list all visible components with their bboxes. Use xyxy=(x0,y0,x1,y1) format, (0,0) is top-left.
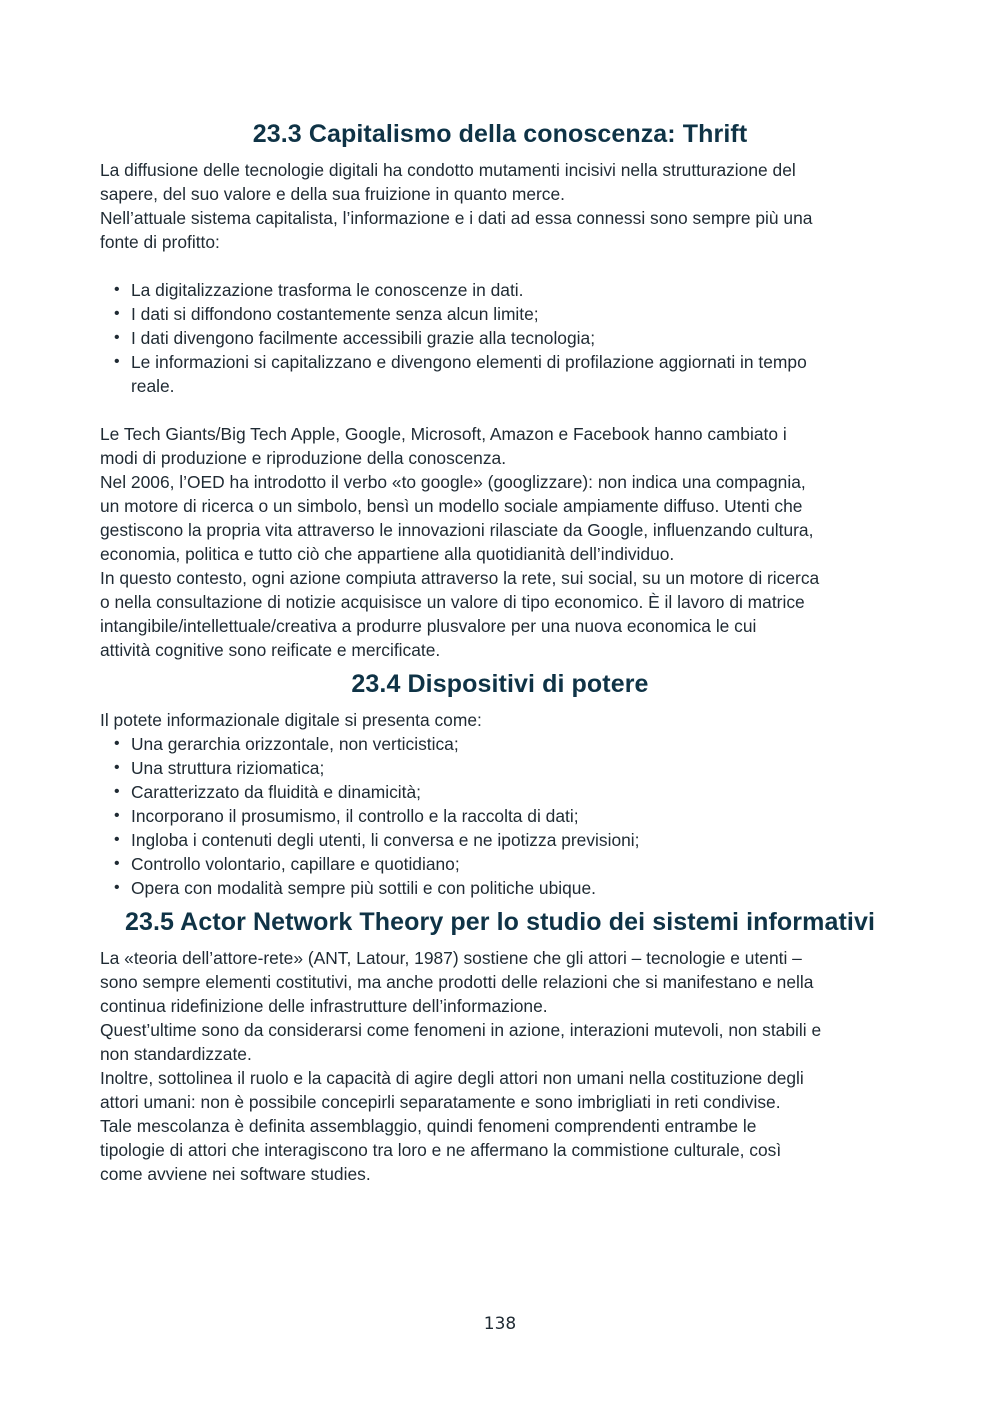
bullet-list-knowledge xyxy=(100,278,900,374)
list-item: • Le informazioni si capitalizzano e divengono elementi di profilazione aggiornati in tempo xyxy=(131,350,900,374)
section-title-23-5: 23.5 Actor Network Theory per lo studio dei sistemi informativi xyxy=(125,908,875,936)
paragraph-line: Il potete informazionale digitale si presenta come: xyxy=(100,710,482,730)
paragraph-line: gestiscono la propria vita attraverso le innovazioni rilasciate da Google, influenzando cultura, xyxy=(100,520,814,540)
paragraph-line: sapere, del suo valore e della sua fruizione in quanto merce. xyxy=(100,184,565,204)
paragraph-line: o nella consultazione di notizie acquisisce un valore di tipo economico. È il lavoro di matrice xyxy=(100,592,805,612)
paragraph-line: economia, politica e tutto ciò che appartiene alla quotidianità dell’individuo. xyxy=(100,544,675,564)
paragraph-line: un motore di ricerca o un simbolo, bensì un modello sociale ampiamente diffuso. Utenti che xyxy=(100,496,803,516)
paragraph-line: Le Tech Giants/Big Tech Apple, Google, Microsoft, Amazon e Facebook hanno cambiato i xyxy=(100,424,787,444)
paragraph-line: sono sempre elementi costitutivi, ma anche prodotti delle relazioni che si manifestano e nella xyxy=(100,972,814,992)
paragraph-line: Inoltre, sottolinea il ruolo e la capacità di agire degli attori non umani nella costituzione degli xyxy=(100,1068,804,1088)
paragraph-line: fonte di profitto: xyxy=(100,232,220,252)
paragraph-line: La «teoria dell’attore-rete» (ANT, Latour, 1987) sostiene che gli attori – tecnologie e utenti – xyxy=(100,948,802,968)
paragraph-line: La diffusione delle tecnologie digitali ha condotto mutamenti incisivi nella strutturazione del xyxy=(100,160,796,180)
paragraph-line: intangibile/intellettuale/creativa a produrre plusvalore per una nuova economica le cui xyxy=(100,616,757,636)
list-item: • Incorporano il prosumismo, il controllo e la raccolta di dati; xyxy=(131,804,900,828)
list-item: • La digitalizzazione trasforma le conoscenze in dati. xyxy=(131,278,900,302)
paragraph-line: non standardizzate. xyxy=(100,1044,252,1064)
section-title-23-4: 23.4 Dispositivi di potere xyxy=(351,670,649,698)
paragraph-line: continua ridefinizione delle infrastrutture dell’informazione. xyxy=(100,996,548,1016)
page-number: 138 xyxy=(483,1314,517,1334)
page-content xyxy=(100,116,900,1186)
bullet-list-power xyxy=(100,732,900,900)
list-item: • I dati si diffondono costantemente senza alcun limite; xyxy=(131,302,900,326)
list-item: • I dati divengono facilmente accessibili grazie alla tecnologia; xyxy=(131,326,900,350)
list-item-continuation: reale. xyxy=(131,376,175,396)
paragraph-line: tipologie di attori che interagiscono tra loro e ne affermano la commistione culturale, così xyxy=(100,1140,782,1160)
section-title-23-3: 23.3 Capitalismo della conoscenza: Thrift xyxy=(252,120,748,148)
paragraph-line: come avviene nei software studies. xyxy=(100,1164,371,1184)
list-item: • Una struttura riziomatica; xyxy=(131,756,900,780)
paragraph-line: Nell’attuale sistema capitalista, l’informazione e i dati ad essa connessi sono sempre più una xyxy=(100,208,813,228)
paragraph-line: attività cognitive sono reificate e mercificate. xyxy=(100,640,441,660)
paragraph-line: In questo contesto, ogni azione compiuta attraverso la rete, sui social, su un motore di ricerca xyxy=(100,568,820,588)
list-item: • Una gerarchia orizzontale, non verticistica; xyxy=(131,732,900,756)
list-item: • Ingloba i contenuti degli utenti, li conversa e ne ipotizza previsioni; xyxy=(131,828,900,852)
list-item: • Opera con modalità sempre più sottili e con politiche ubique. xyxy=(131,876,900,900)
paragraph-line: attori umani: non è possibile concepirli separatamente e sono imbrigliati in reti condivise. xyxy=(100,1092,781,1112)
list-item: • Caratterizzato da fluidità e dinamicità; xyxy=(131,780,900,804)
paragraph-line: Nel 2006, l’OED ha introdotto il verbo «to google» (googlizzare): non indica una compagnia, xyxy=(100,472,806,492)
paragraph-line: modi di produzione e riproduzione della conoscenza. xyxy=(100,448,507,468)
paragraph-line: Quest’ultime sono da considerarsi come fenomeni in azione, interazioni mutevoli, non stabili e xyxy=(100,1020,822,1040)
list-item: • Controllo volontario, capillare e quotidiano; xyxy=(131,852,900,876)
paragraph-line: Tale mescolanza è definita assemblaggio, quindi fenomeni comprendenti entrambe le xyxy=(100,1116,757,1136)
